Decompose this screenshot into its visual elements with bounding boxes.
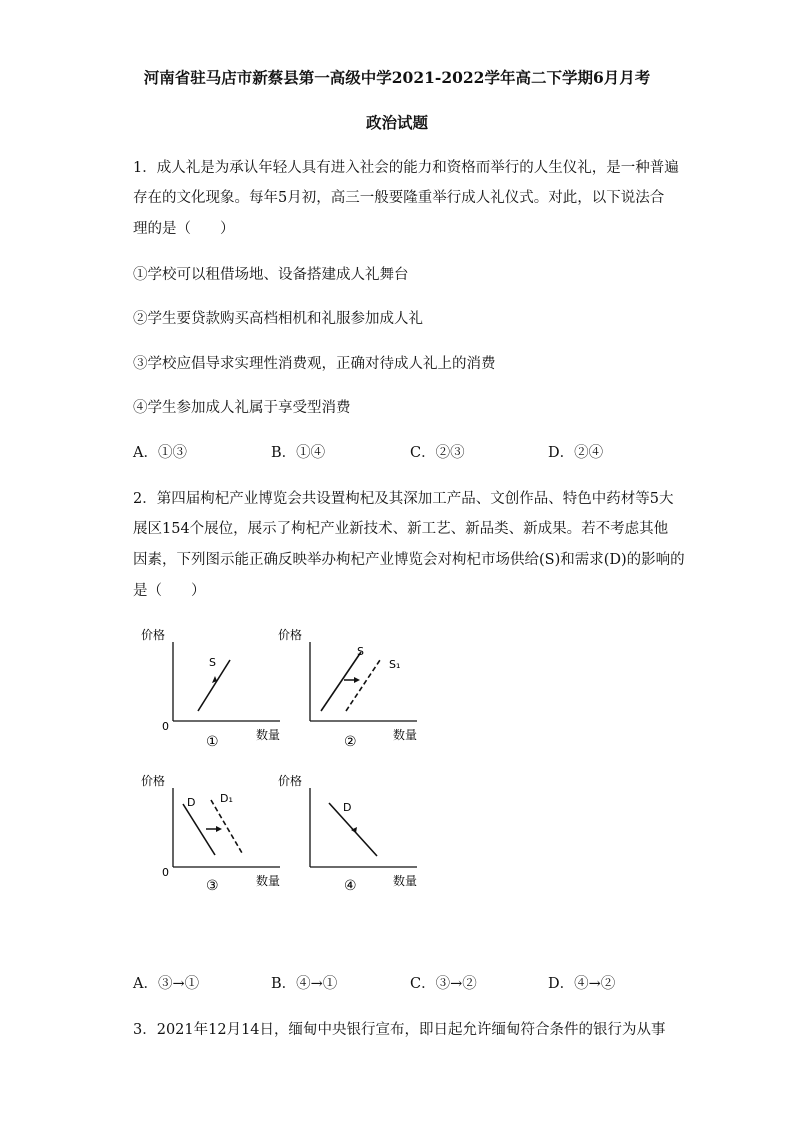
q1-option-c[interactable]: C．②③ xyxy=(410,445,465,461)
x-axis-label: 数量 xyxy=(256,728,281,742)
q1-option-d[interactable]: D．②④ xyxy=(548,445,604,461)
q1-option-a[interactable]: A．①③ xyxy=(133,445,187,461)
exam-title: 河南省驻马店市新蔡县第一高级中学2021-2022学年高二下学期6月月考 xyxy=(143,68,651,87)
q1-statement: ①学校可以租借场地、设备搭建成人礼舞台 xyxy=(133,267,409,283)
curve-label: D xyxy=(343,801,352,814)
graph-3 xyxy=(135,768,295,898)
q2-stem-line: 2．第四届枸杞产业博览会共设置枸杞及其深加工产品、文创作品、特色中药材等5大 xyxy=(133,491,674,507)
y-axis-label: 价格 xyxy=(141,774,166,788)
graph-2 xyxy=(276,622,436,752)
origin-label: 0 xyxy=(162,866,169,879)
q1-stem-line: 存在的文化现象。每年5月初，高三一般要隆重举行成人礼仪式。对此，以下说法合 xyxy=(133,190,665,206)
x-axis-label: 数量 xyxy=(256,874,281,888)
q2-option-b[interactable]: B．④→① xyxy=(271,976,338,992)
graph-number: ② xyxy=(344,734,357,750)
q2-option-c[interactable]: C．③→② xyxy=(410,976,477,992)
q2-stem-line: 展区154个展位，展示了枸杞产业新技术、新工艺、新品类、新成果。若不考虑其他 xyxy=(133,521,669,537)
graph-number: ① xyxy=(206,734,219,750)
shifted-demand-curve xyxy=(211,800,242,853)
y-axis-label: 价格 xyxy=(141,628,166,642)
origin-label: 0 xyxy=(162,720,169,733)
graph-number: ④ xyxy=(344,878,357,894)
q1-option-b[interactable]: B．①④ xyxy=(271,445,326,461)
y-axis-label: 价格 xyxy=(278,774,303,788)
q2-stem-line: 是（ ） xyxy=(133,583,206,599)
graph-number: ③ xyxy=(206,878,219,894)
q3-stem-line: 3．2021年12月14日，缅甸中央银行宣布，即日起允许缅甸符合条件的银行为从事 xyxy=(133,1022,666,1038)
q1-statement: ②学生要贷款购买高档相机和礼服参加成人礼 xyxy=(133,311,423,327)
arrow-right-icon xyxy=(216,826,222,832)
q1-statement: ③学校应倡导求实理性消费观，正确对待成人礼上的消费 xyxy=(133,356,496,372)
curve-label: S₁ xyxy=(389,658,401,671)
x-axis-label: 数量 xyxy=(393,728,418,742)
graph-4 xyxy=(276,768,436,898)
arrow-right-icon xyxy=(354,677,360,683)
q1-stem-line: 1．成人礼是为承认年轻人具有进入社会的能力和资格而举行的人生仪礼，是一种普遍 xyxy=(133,160,679,176)
q2-option-d[interactable]: D．④→② xyxy=(548,976,616,992)
exam-subject: 政治试题 xyxy=(365,113,428,132)
curve-label: S xyxy=(357,645,364,658)
q1-statement: ④学生参加成人礼属于享受型消费 xyxy=(133,400,351,416)
y-axis-label: 价格 xyxy=(278,628,303,642)
q2-option-a[interactable]: A．③→① xyxy=(133,976,200,992)
curve-label: D₁ xyxy=(220,792,233,805)
graph-1 xyxy=(135,622,295,752)
curve-label: D xyxy=(187,796,196,809)
curve-label: S xyxy=(209,656,216,669)
x-axis-label: 数量 xyxy=(393,874,418,888)
q1-stem-line: 理的是（ ） xyxy=(133,221,235,237)
q2-stem-line: 因素，下列图示能正确反映举办枸杞产业博览会对枸杞市场供给(S)和需求(D)的影响的 xyxy=(133,552,685,568)
